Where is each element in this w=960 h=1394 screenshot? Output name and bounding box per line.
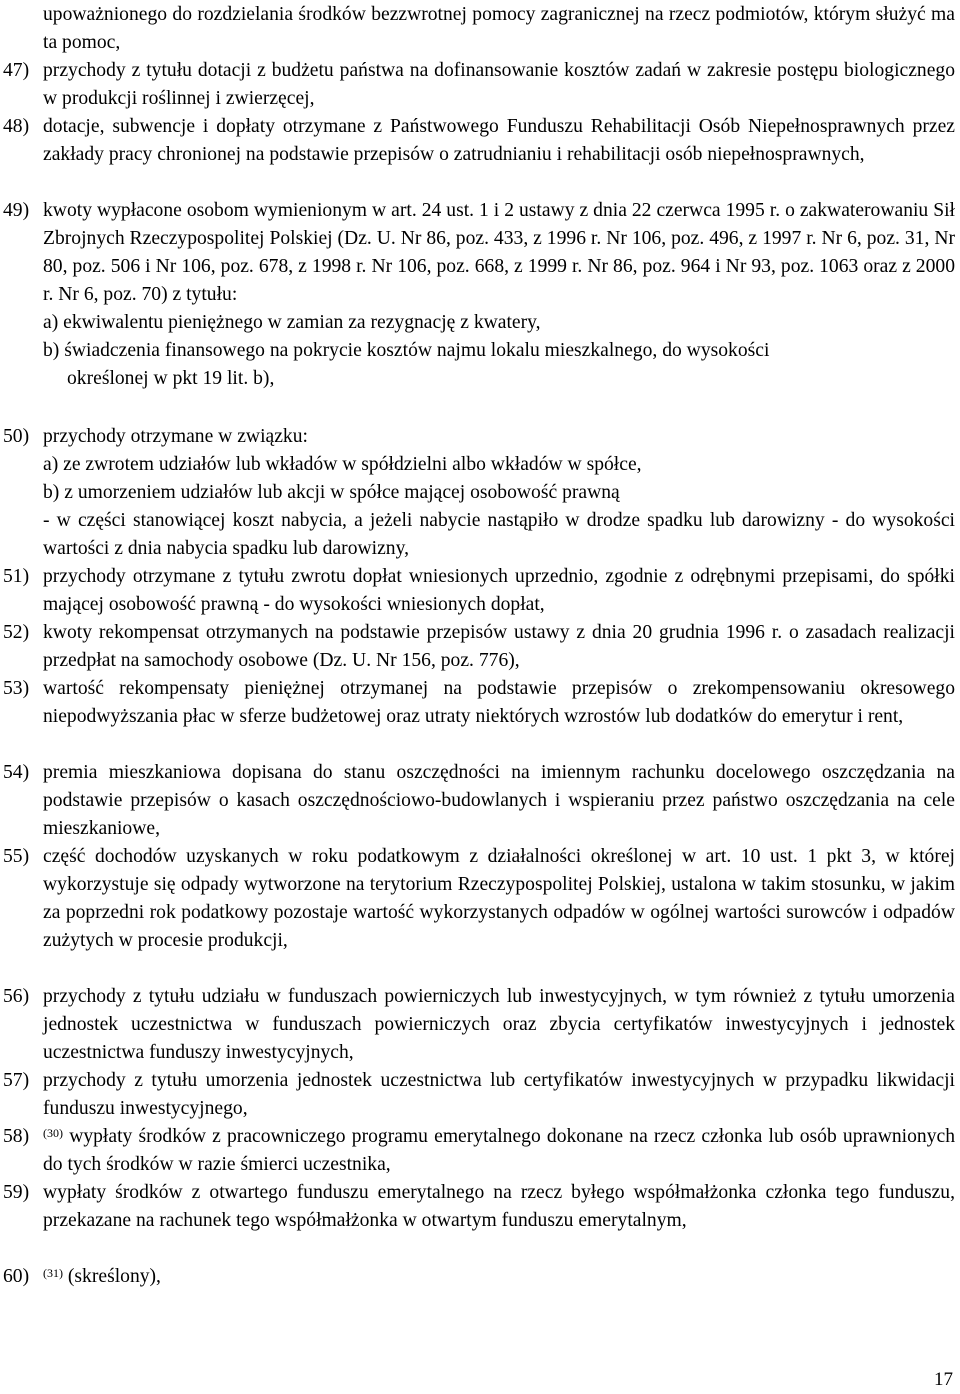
item-text-wrapper xyxy=(43,1263,955,1291)
list-item-56 xyxy=(0,983,955,1067)
item-number: 51) xyxy=(3,566,30,587)
list-item-47 xyxy=(0,57,955,113)
item-text: wypłaty środków z otwartego funduszu emerytalnego na rzecz byłego współmałżonka członka tego funduszu, przekazane na rachunek tego współmałżonka w otwartym funduszu emerytalnym, xyxy=(43,1182,955,1231)
intro-paragraph: upoważnionego do rozdzielania środków bezzwrotnej pomocy zagranicznej na rzecz podmiotów, którym służyć ma ta pomoc, xyxy=(43,4,955,53)
list-item-49 xyxy=(0,197,955,393)
item-text: część dochodów uzyskanych w roku podatkowym z działalności określonej w art. 10 ust. 1 pkt 3, w której wykorzystuje się odpady wytworzone na terytorium Rzeczypospolitej Polskiej, ustalona w takim stosunku, w jakim za poprzedni rok podatkowy pozostaje wartość wykorzystanych odpadów w ogólnej wartości surowców i odpadów zużytych w procesie produkcji, xyxy=(43,846,955,951)
item-number: 52) xyxy=(3,622,30,643)
item-text: przychody otrzymane z tytułu zwrotu dopłat wniesionych uprzednio, zgodnie z odrębnymi przepisami, do spółki mającej osobowość prawną - do wysokości wniesionych dopłat, xyxy=(43,566,955,615)
item-text: wartość rekompensaty pieniężnej otrzymanej na podstawie przepisów o zrekompensowaniu okresowego niepodwyższania płac w sferze budżetowej oraz utraty niektórych wzrostów lub dodatków do emerytur i rent, xyxy=(43,678,955,727)
item-text: przychody z tytułu umorzenia jednostek uczestnictwa lub certyfikatów inwestycyjnych w przypadku likwidacji funduszu inwestycyjnego, xyxy=(43,1070,955,1119)
list-item-55 xyxy=(0,843,955,955)
item-number: 50) xyxy=(3,426,30,447)
item-text: kwoty rekompensat otrzymanych na podstawie przepisów ustawy z dnia 20 grudnia 1996 r. o zasadach realizacji przedpłat na samochody osobowe (Dz. U. Nr 156, poz. 776), xyxy=(43,622,955,671)
item-number: 54) xyxy=(3,762,30,783)
item-number: 60) xyxy=(3,1266,30,1287)
sub-item-b-continuation: określonej w pkt 19 lit. b), xyxy=(67,368,275,389)
item-number: 58) xyxy=(3,1126,30,1147)
item-number: 49) xyxy=(3,200,30,221)
item-text: (skreślony), xyxy=(67,1266,161,1287)
list-item-58 xyxy=(0,1123,955,1179)
sub-item-a: a) ekwiwalentu pieniężnego w zamian za rezygnację z kwatery, xyxy=(43,312,541,333)
item-text: przychody otrzymane w związku: xyxy=(43,426,308,447)
item-number: 59) xyxy=(3,1182,30,1203)
footnote-marker: (30) xyxy=(43,1126,63,1140)
sub-item-c: - w części stanowiącej koszt nabycia, a jeżeli nabycie nastąpiło w drodze spadku lub darowizny - do wysokości wartości z dnia nabycia spadku lub darowizny, xyxy=(43,510,955,559)
item-text: przychody z tytułu dotacji z budżetu państwa na dofinansowanie kosztów zadań w zakresie postępu biologicznego w produkcji roślinnej i zwierzęcej, xyxy=(43,60,955,109)
list-item-59 xyxy=(0,1179,955,1235)
list-item-60 xyxy=(0,1263,955,1291)
list-item-51 xyxy=(0,563,955,619)
item-text: wypłaty środków z pracowniczego programu emerytalnego dokonane na rzecz członka lub osób uprawnionych do tych środków w razie śmierci uczestnika, xyxy=(43,1126,956,1175)
list-item-52 xyxy=(0,619,955,675)
sub-item-a: a) ze zwrotem udziałów lub wkładów w spółdzielni albo wkładów w spółce, xyxy=(43,454,642,475)
list-item-48 xyxy=(0,113,955,169)
item-text: kwoty wypłacone osobom wymienionym w art. 24 ust. 1 i 2 ustawy z dnia 22 czerwca 1995 r. o zakwaterowaniu Sił Zbrojnych Rzeczypospolitej Polskiej (Dz. U. Nr 86, poz. 433, z 1996 r. Nr 106, poz. 496, z 1997 r. Nr 6, poz. 31, Nr 80, poz. 506 i Nr 106, poz. 678, z 1998 r. Nr 106, poz. 668, z 1999 r. Nr 86, poz. 964 i Nr 93, poz. 1063 oraz z 2000 r. Nr 6, poz. 70) z tytułu: xyxy=(43,200,955,305)
item-number: 48) xyxy=(3,116,30,137)
item-number: 47) xyxy=(3,60,30,81)
item-number: 57) xyxy=(3,1070,30,1091)
item-number: 55) xyxy=(3,846,30,867)
item-number: 53) xyxy=(3,678,30,699)
list-item-50 xyxy=(0,423,955,563)
sub-item-b: b) świadczenia finansowego na pokrycie kosztów najmu lokalu mieszkalnego, do wysokości xyxy=(43,340,770,361)
item-text: przychody z tytułu udziału w funduszach powierniczych lub inwestycyjnych, w tym również z tytułu umorzenia jednostek uczestnictwa w funduszach powierniczych oraz zbycia certyfikatów inwestycyjnych i jednostek uczestnictwa funduszy inwestycyjnych, xyxy=(43,986,955,1063)
item-text: dotacje, subwencje i dopłaty otrzymane z Państwowego Funduszu Rehabilitacji Osób Niepełnosprawnych przez zakłady pracy chronionej na podstawie przepisów o zatrudnianiu i rehabilitacji osób niepełnosprawnych, xyxy=(43,116,955,165)
sub-item-b: b) z umorzeniem udziałów lub akcji w spółce mającej osobowość prawną xyxy=(43,482,620,503)
page-number: 17 xyxy=(934,1369,953,1390)
list-item-57 xyxy=(0,1067,955,1123)
item-number: 56) xyxy=(3,986,30,1007)
item-text-wrapper xyxy=(43,1123,955,1179)
list-item-54 xyxy=(0,759,955,843)
list-item-53 xyxy=(0,675,955,731)
item-text: premia mieszkaniowa dopisana do stanu oszczędności na imiennym rachunku docelowego oszczędzania na podstawie przepisów o kasach oszczędnościowo-budowlanych i wspieraniu przez państwo oszczędzania na cele mieszkaniowe, xyxy=(43,762,955,839)
footnote-marker: (31) xyxy=(43,1266,63,1280)
